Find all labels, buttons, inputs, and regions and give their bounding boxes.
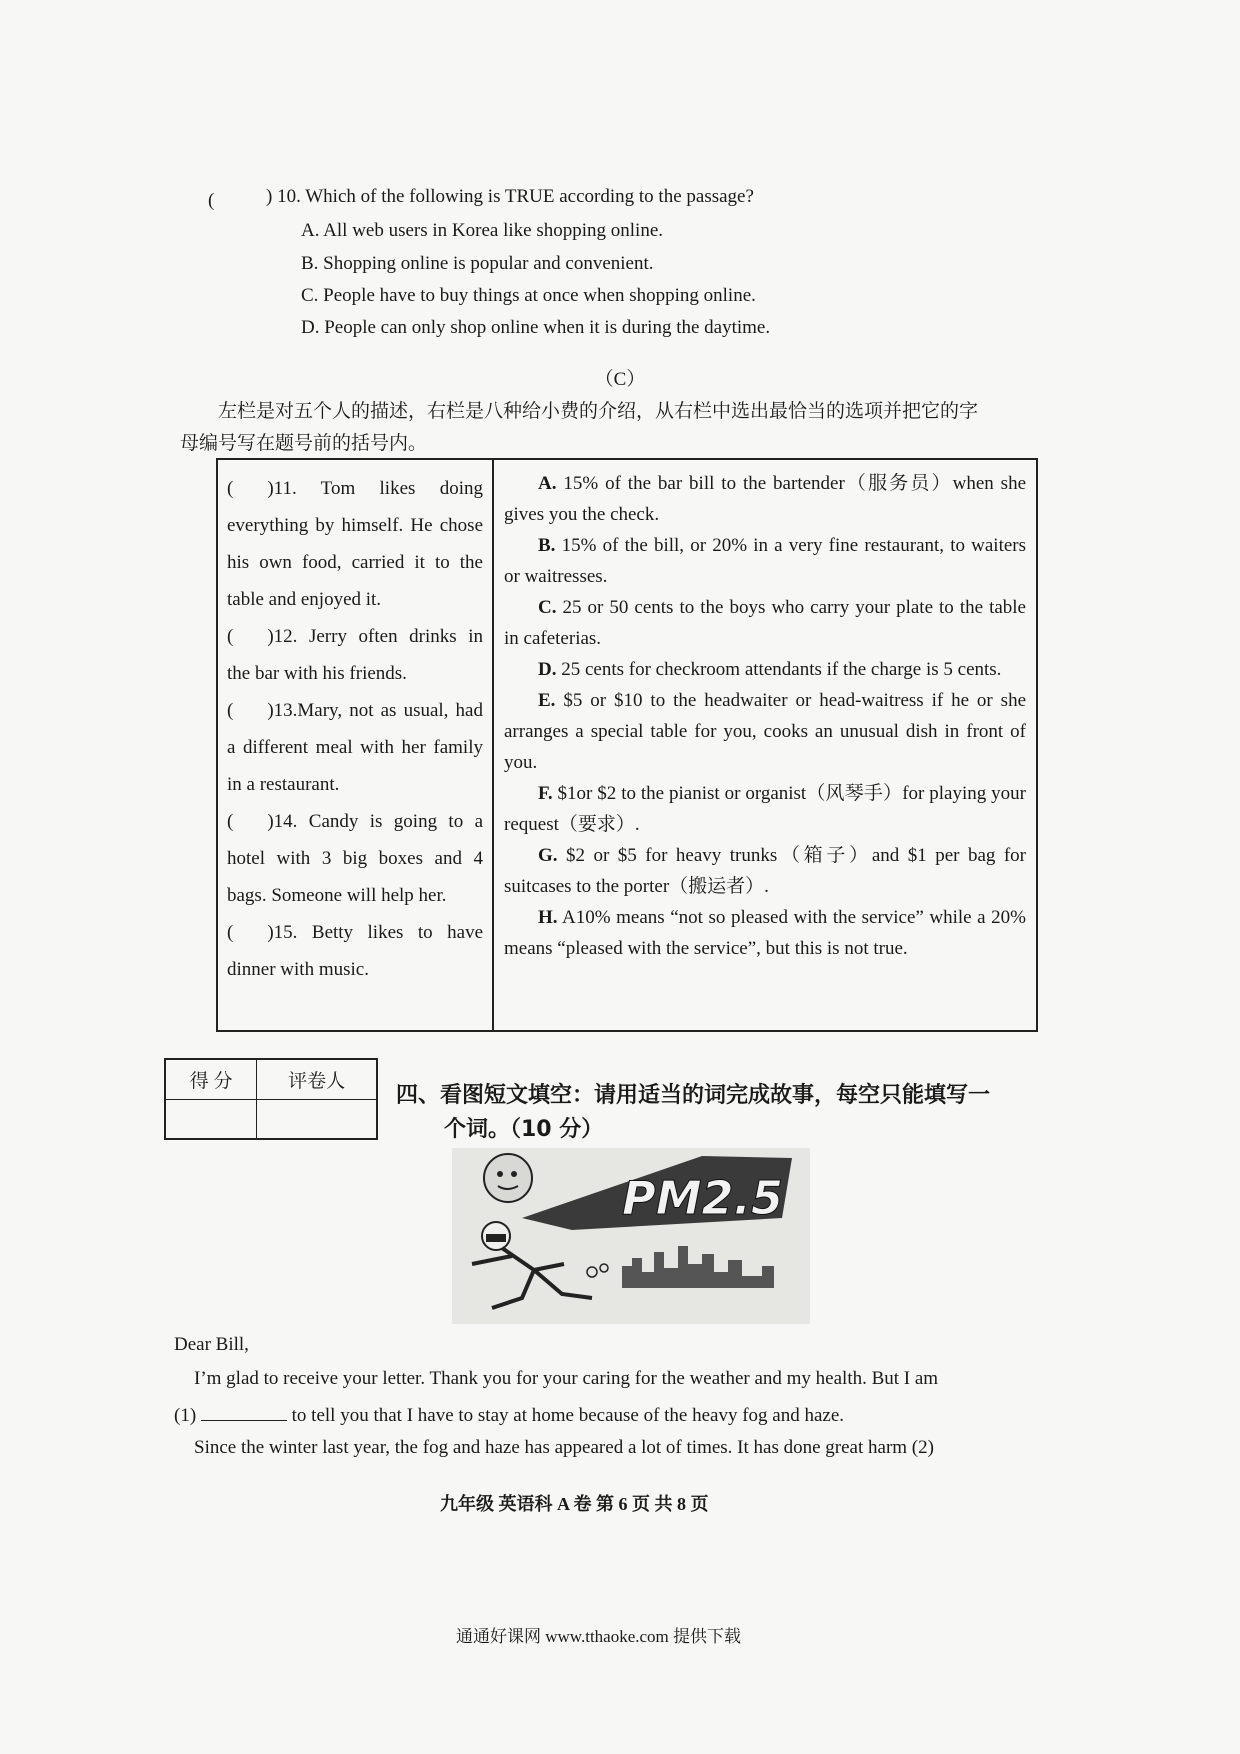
download-site-footer: 通通好课网 www.tthaoke.com 提供下载 (456, 1627, 742, 1646)
description-13: ( )13.Mary, not as usual, had a different meal with her family in a restaurant. (227, 700, 483, 795)
blank-1-label: (1) (174, 1405, 197, 1426)
letter-line2 (174, 1402, 844, 1427)
tip-d (504, 654, 1026, 685)
description-12-text: Jerry often drinks in the bar with his friends. (227, 626, 483, 684)
tip-b-text: 15% of the bill, or 20% in a very fine restaurant, to waiters or waitresses. (504, 535, 1027, 587)
tip-e (504, 685, 1026, 778)
score-label: 得 分 (165, 1059, 257, 1099)
letter-line2-rest: to tell you that I have to stay at home because of the heavy fog and haze. (291, 1405, 845, 1426)
tip-e-text: $5 or $10 to the headwaiter or head-waitress if he or she arranges a special table for you, cooks an unusual dish in front of you. (504, 690, 1027, 773)
pm25-cartoon (452, 1148, 810, 1324)
tip-a (504, 468, 1026, 530)
tip-e-letter: E. (538, 690, 556, 711)
tip-a-text: 15% of the bar bill to the bartender（服务员）when she gives you the check. (504, 473, 1026, 525)
description-14: ( )14. Candy is going to a hotel with 3 big boxes and 4 bags. Someone will help her. (227, 811, 484, 906)
grader-label: 评卷人 (257, 1059, 377, 1099)
section-c-intro-line2: 母编号写在题号前的括号内。 (180, 433, 428, 454)
description-11-num: )11. (267, 478, 297, 499)
pm25-caption: PM2.5 (622, 1171, 783, 1225)
description-15-text: Betty likes to have dinner with music. (227, 922, 484, 980)
score-box (164, 1058, 378, 1140)
descriptions-column (218, 460, 494, 1030)
sun-icon (484, 1154, 532, 1202)
tip-b (504, 530, 1026, 592)
tip-c-letter: C. (538, 597, 557, 618)
description-12: ( )12. Jerry often drinks in the bar with his friends. (227, 626, 483, 684)
question-10-option-c: C. People have to buy things at once when shopping online. (301, 285, 756, 306)
tip-c (504, 592, 1026, 654)
question-10-paren: ( (208, 190, 215, 211)
section-4-title-line2: 个词。（10 分） (444, 1117, 604, 1142)
description-14-text: Candy is going to a hotel with 3 big boxes and 4 bags. Someone will help her. (227, 811, 484, 906)
tip-c-text: 25 or 50 cents to the boys who carry your plate to the table in cafeterias. (504, 597, 1026, 649)
question-10-option-b: B. Shopping online is popular and convenient. (301, 253, 654, 274)
question-10-option-a: A. All web users in Korea like shopping online. (301, 220, 664, 241)
tip-f-letter: F. (538, 783, 553, 804)
runner-mask (486, 1234, 506, 1242)
question-10-option-d: D. People can only shop online when it is during the daytime. (301, 317, 771, 338)
tip-a-letter: A. (538, 473, 557, 494)
page-number-footer: 九年级 英语科 A 卷 第 6 页 共 8 页 (440, 1494, 709, 1514)
tip-b-letter: B. (538, 535, 556, 556)
tip-h-letter: H. (538, 907, 558, 928)
score-cell[interactable] (165, 1099, 257, 1139)
tips-column (494, 460, 1036, 1030)
description-15: ( )15. Betty likes to have dinner with music. (227, 922, 484, 980)
description-13-num: )13. (267, 700, 298, 721)
description-15-num: )15. (267, 922, 298, 943)
description-12-num: )12. (267, 626, 298, 647)
description-13-text: Mary, not as usual, had a different meal with her family in a restaurant. (227, 700, 483, 795)
letter-line1: I’m glad to receive your letter. Thank you for your caring for the weather and my health. But I am (194, 1368, 939, 1389)
description-11: ( )11. Tom likes doing everything by himself. He chose his own food, carried it to the table and enjoyed it. (227, 478, 483, 610)
section-c-intro-line1: 左栏是对五个人的描述，右栏是八种给小费的介绍，从右栏中选出最恰当的选项并把它的字 (218, 401, 979, 422)
sun-eye-left (497, 1171, 503, 1177)
tip-h (504, 902, 1026, 964)
letter-line3: Since the winter last year, the fog and haze has appeared a lot of times. It has done great harm (2) (194, 1437, 934, 1458)
section-4-title-line1: 四、看图短文填空：请用适当的词完成故事，每空只能填写一 (396, 1083, 991, 1108)
letter-salutation: Dear Bill, (174, 1334, 249, 1355)
tip-d-text: 25 cents for checkroom attendants if the charge is 5 cents. (561, 659, 1002, 680)
matching-table (216, 458, 1038, 1032)
tip-g-text: $2 or $5 for heavy trunks（箱子）and $1 per bag for suitcases to the porter（搬运者）. (504, 845, 1027, 897)
tip-d-letter: D. (538, 659, 557, 680)
description-14-num: )14. (267, 811, 298, 832)
tip-h-text: A10% means “not so pleased with the service” while a 20% means “pleased with the service”, but this is not true. (504, 907, 1026, 959)
description-11-text: Tom likes doing everything by himself. He chose his own food, carried it to the table and enjoyed it. (227, 478, 483, 610)
sun-eye-right (511, 1171, 517, 1177)
tip-g-letter: G. (538, 845, 558, 866)
section-c-heading: （C） (594, 369, 646, 390)
grader-cell[interactable] (257, 1099, 377, 1139)
question-10-stem: ) 10. Which of the following is TRUE according to the passage? (266, 186, 754, 207)
tip-g (504, 840, 1026, 902)
tip-f (504, 778, 1026, 840)
pm25-cartoon-svg (452, 1148, 810, 1324)
tip-f-text: $1or $2 to the pianist or organist（风琴手）for playing your request（要求）. (504, 783, 1027, 835)
blank-1-input[interactable] (201, 1402, 287, 1421)
